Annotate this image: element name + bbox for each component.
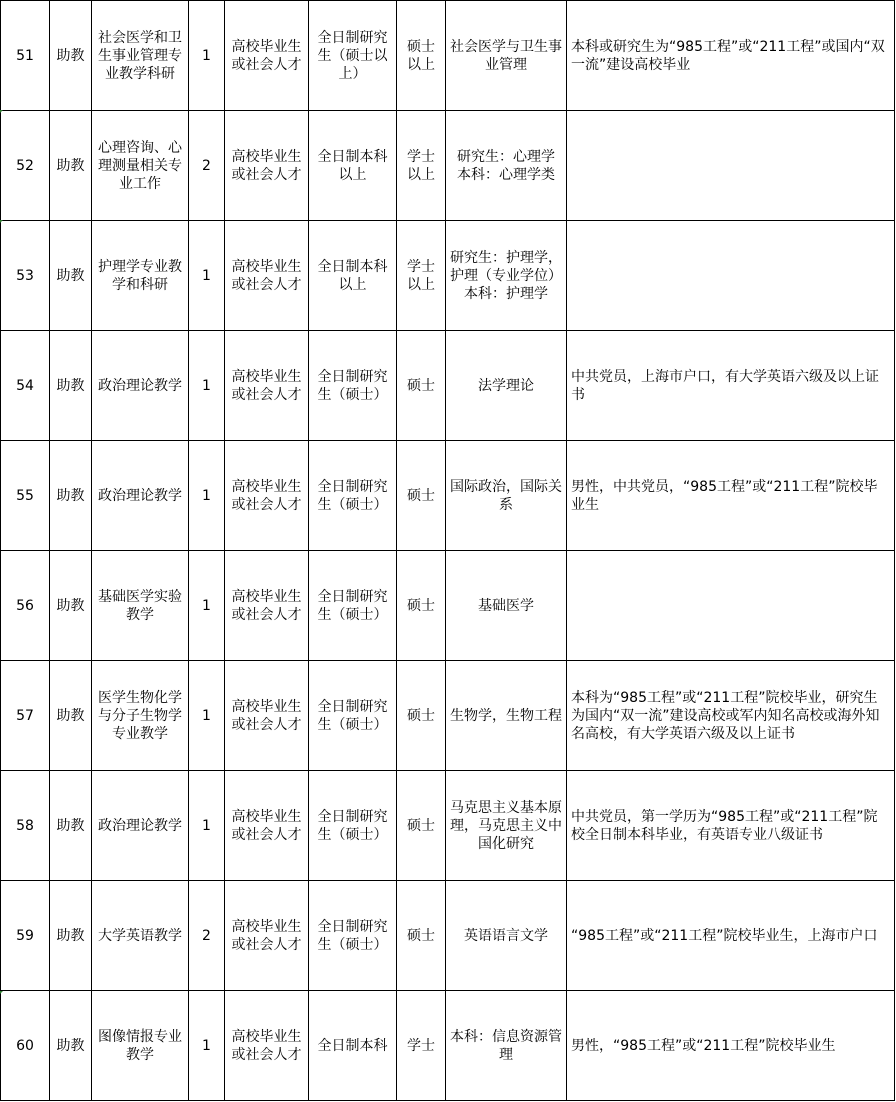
cell-marker [0,991,3,994]
cell-position: 医学生物化学与分子生物学专业教学 [92,661,189,771]
cell-degree: 硕士以上 [397,1,446,111]
table-row [1,331,895,441]
cell-education: 全日制研究生（硕士） [309,771,397,881]
cell-major: 研究生：护理学，护理（专业学位） 本科：护理学 [446,221,567,331]
cell-source: 高校毕业生或社会人才 [225,331,309,441]
cell-source: 高校毕业生或社会人才 [225,551,309,661]
cell-source: 高校毕业生或社会人才 [225,991,309,1101]
cell-count: 1 [189,1,225,111]
cell-education: 全日制本科以上 [309,221,397,331]
cell-education: 全日制研究生（硕士） [309,331,397,441]
cell-count: 1 [189,771,225,881]
cell-no: 59 [1,881,50,991]
cell-requirements: “985工程”或“211工程”院校毕业生，上海市户口 [567,881,895,991]
cell-major: 马克思主义基本原理，马克思主义中国化研究 [446,771,567,881]
cell-no: 60 [1,991,50,1101]
cell-no: 52 [1,111,50,221]
table-row [1,881,895,991]
cell-title: 助教 [50,661,92,771]
cell-position: 大学英语教学 [92,881,189,991]
cell-major: 法学理论 [446,331,567,441]
cell-no: 55 [1,441,50,551]
cell-degree: 硕士 [397,771,446,881]
cell-source: 高校毕业生或社会人才 [225,1,309,111]
cell-source: 高校毕业生或社会人才 [225,881,309,991]
cell-education: 全日制本科 [309,991,397,1101]
cell-requirements [567,551,895,661]
cell-degree: 硕士 [397,551,446,661]
cell-position: 社会医学和卫生事业管理专业教学科研 [92,1,189,111]
cell-major: 英语语言文学 [446,881,567,991]
table-row [1,111,895,221]
cell-position: 政治理论教学 [92,441,189,551]
cell-degree: 硕士 [397,661,446,771]
cell-source: 高校毕业生或社会人才 [225,441,309,551]
cell-no: 53 [1,221,50,331]
table-row [1,1,895,111]
cell-count: 1 [189,331,225,441]
cell-marker [0,110,3,113]
cell-position: 护理学专业教学和科研 [92,221,189,331]
cell-position: 图像情报专业教学 [92,991,189,1101]
cell-education: 全日制研究生（硕士以上） [309,1,397,111]
cell-title: 助教 [50,221,92,331]
cell-no: 51 [1,1,50,111]
cell-requirements: 本科为“985工程”或“211工程”院校毕业，研究生为国内“双一流”建设高校或军内知名高校或海外知名高校，有大学英语六级及以上证书 [567,661,895,771]
cell-source: 高校毕业生或社会人才 [225,221,309,331]
cell-education: 全日制研究生（硕士） [309,661,397,771]
cell-degree: 硕士 [397,881,446,991]
table-row [1,441,895,551]
cell-title: 助教 [50,331,92,441]
cell-education: 全日制研究生（硕士） [309,881,397,991]
cell-major: 本科：信息资源管理 [446,991,567,1101]
cell-count: 1 [189,221,225,331]
cell-education: 全日制本科以上 [309,111,397,221]
cell-degree: 学士以上 [397,111,446,221]
cell-title: 助教 [50,771,92,881]
table-row [1,551,895,661]
cell-count: 1 [189,551,225,661]
cell-degree: 硕士 [397,331,446,441]
table-body [1,1,895,1101]
cell-requirements: 中共党员，第一学历为“985工程”或“211工程”院校全日制本科毕业，有英语专业八级证书 [567,771,895,881]
cell-requirements [567,111,895,221]
cell-education: 全日制研究生（硕士） [309,551,397,661]
cell-major: 国际政治，国际关系 [446,441,567,551]
cell-degree: 学士 [397,991,446,1101]
table-row [1,771,895,881]
cell-major: 基础医学 [446,551,567,661]
cell-source: 高校毕业生或社会人才 [225,661,309,771]
cell-no: 57 [1,661,50,771]
cell-count: 1 [189,661,225,771]
cell-no: 56 [1,551,50,661]
cell-title: 助教 [50,441,92,551]
cell-title: 助教 [50,551,92,661]
cell-requirements: 男性，“985工程”或“211工程”院校毕业生 [567,991,895,1101]
cell-no: 54 [1,331,50,441]
cell-major: 研究生：心理学 本科：心理学类 [446,111,567,221]
cell-requirements: 本科或研究生为“985工程”或“211工程”或国内“双一流”建设高校毕业 [567,1,895,111]
cell-title: 助教 [50,991,92,1101]
cell-requirements [567,221,895,331]
cell-count: 2 [189,111,225,221]
cell-count: 2 [189,881,225,991]
cell-requirements: 男性，中共党员，“985工程”或“211工程”院校毕业生 [567,441,895,551]
cell-no: 58 [1,771,50,881]
cell-requirements: 中共党员，上海市户口，有大学英语六级及以上证书 [567,331,895,441]
table-row [1,991,895,1101]
cell-degree: 学士以上 [397,221,446,331]
cell-position: 政治理论教学 [92,331,189,441]
cell-title: 助教 [50,881,92,991]
cell-source: 高校毕业生或社会人才 [225,771,309,881]
cell-count: 1 [189,991,225,1101]
cell-position: 基础医学实验教学 [92,551,189,661]
cell-education: 全日制研究生（硕士） [309,441,397,551]
cell-title: 助教 [50,111,92,221]
cell-major: 生物学，生物工程 [446,661,567,771]
cell-degree: 硕士 [397,441,446,551]
cell-source: 高校毕业生或社会人才 [225,111,309,221]
table-row [1,661,895,771]
cell-count: 1 [189,441,225,551]
table-row [1,221,895,331]
cell-marker [0,220,3,223]
cell-title: 助教 [50,1,92,111]
cell-position: 政治理论教学 [92,771,189,881]
cell-position: 心理咨询、心理测量相关专业工作 [92,111,189,221]
cell-major: 社会医学与卫生事业管理 [446,1,567,111]
